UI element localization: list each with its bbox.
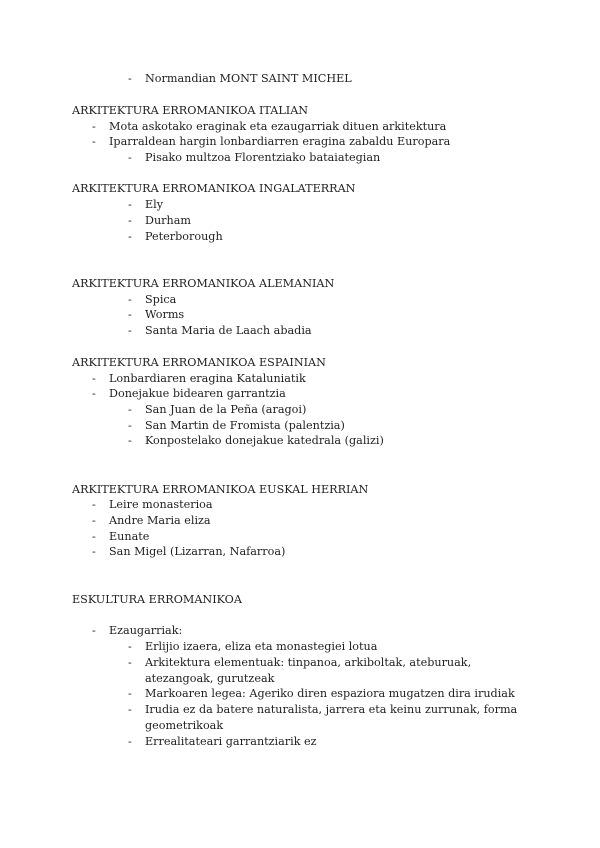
bullet-dash: - — [92, 387, 96, 400]
bullet-dash: - — [128, 403, 132, 416]
bullet-dash: - — [92, 624, 96, 637]
bullet-dash: - — [92, 120, 96, 133]
bullet-dash: - — [92, 135, 96, 148]
bullet-dash: - — [92, 545, 96, 558]
bullet-dash: - — [128, 308, 132, 321]
bullet-dash: - — [128, 230, 132, 243]
bullet-dash: - — [128, 324, 132, 337]
bullet-dash: - — [128, 151, 132, 164]
bullet-dash: - — [92, 530, 96, 543]
bullet-dash: - — [128, 687, 132, 700]
bullet-dash: - — [128, 214, 132, 227]
bullet-dash: - — [128, 72, 132, 85]
bullet-dash: - — [92, 498, 96, 511]
bullet-dash: - — [128, 419, 132, 432]
bullet-dash: - — [92, 514, 96, 527]
bullet-dash: - — [92, 372, 96, 385]
document-page: - Normandian MONT SAINT MICHEL ARKITEKTURA ERROMANIKOA ITALIAN - Mota askotako eraginak eta ezaugarriak dituen arkitektura - Iparraldean hargin lonbardiarren eragina zabaldu Europara - Pisako multzoa Florentziako bataiategian ARKITEKTURA ERROMANIKOA INGALATERRAN - Ely - Durham - Peterborough ARKITEKTURA ERROMANIKOA ALEMANIAN - Spica - Worms - Santa Maria de Laach abadia ARKITEKTURA ERROMANIKOA ESPAINIAN - Lonbardiaren eragina Kataluniatik - Donejakue bidearen garrantzia - San Juan de la Peña (aragoi) - San Martin de Fromista (palentzia) - Konpostelako donejakue katedrala (galizi) ARKITEKTURA ERROMANIKOA EUSKAL HERRIAN - Leire monasterioa - Andre Maria eliza - Eunate - San Migel (Lizarran, Nafarroa) ESKULTURA ERROMANIKOA - Ezaugarriak: - Erlijio izaera, eliza eta monastegiei lotua - Arkitektura elementuak: tinpanoa, arkiboltak, ateburuak, atezangoak, gurutzeak - Markoaren legea: Ageriko diren espaziora mugatzen dira irudiak - Irudia ez da batere naturalista, jarrera eta keinu zurrunak, forma geometrikoak - Errealitateari garrantziarik ez — [72, 72, 518, 748]
bullet-dash: - — [128, 656, 132, 669]
bullet-dash: - — [128, 735, 132, 748]
bullet-dash: - — [128, 640, 132, 653]
bullet-dash: - — [128, 198, 132, 211]
bullet-dash: - — [128, 293, 132, 306]
bullet-dash: - — [128, 703, 132, 716]
bullet-dash: - — [128, 434, 132, 447]
